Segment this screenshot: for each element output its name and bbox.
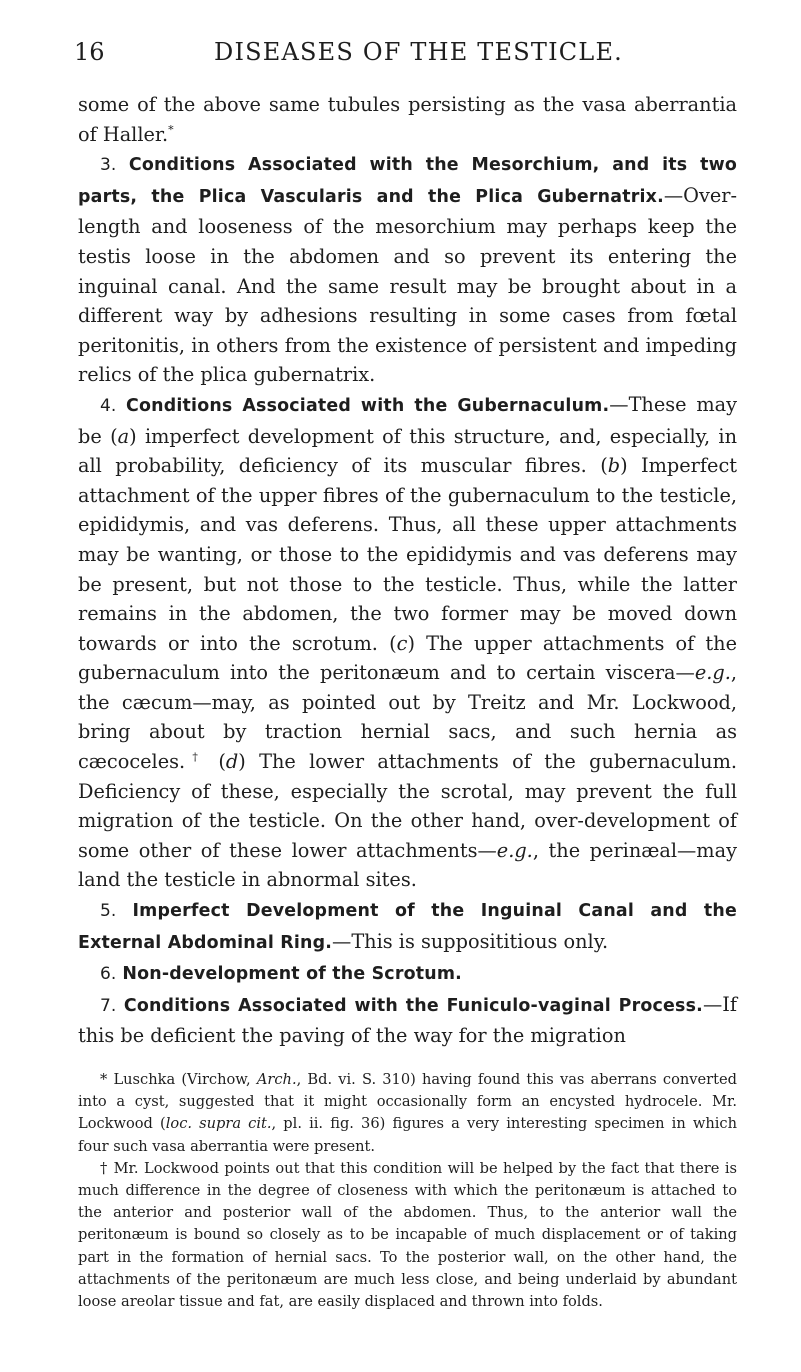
section-heading: Conditions Associated with the Funiculo-vaginal Process. — [123, 995, 703, 1016]
section-heading: Conditions Associated with the Gubernaculum. — [126, 395, 610, 416]
footnote-text: , pl. ii. fig. 36) figures a very interesting specimen in which four such vasa aberrantia were present. — [78, 1115, 737, 1155]
section-7 — [78, 990, 737, 1051]
page-number: 16 — [74, 38, 105, 66]
footnote-mark: * — [100, 1071, 108, 1088]
section-4 — [78, 390, 737, 895]
footnote-ref-asterisk: * — [168, 123, 174, 137]
italic-citation: Arch. — [256, 1071, 297, 1088]
footnote-text: Luschka (Virchow, — [107, 1071, 257, 1088]
section-5 — [78, 895, 737, 958]
section-text: ) imperfect development of this structure, and, especially, in all probability, deficiency of its muscular fibres. ( — [78, 424, 738, 478]
footnote-2 — [78, 1158, 737, 1313]
running-title: DISEASES OF THE TESTICLE. — [214, 38, 623, 66]
italic-abbrev: e.g. — [694, 661, 731, 685]
section-text: ) The lower attachments of the gubernaculum. Deficiency of these, especially the scrotal, may prevent the full migration of the testicle. On the other hand, over-development of some other of these lower attachments— — [78, 750, 737, 862]
section-number: 7. — [100, 995, 117, 1016]
section-number: 6. — [100, 964, 117, 985]
paragraph-continuation — [78, 90, 737, 149]
item-letter: b — [607, 454, 621, 478]
section-number: 4. — [100, 395, 117, 416]
footnote-text: Mr. Lockwood points out that this condition will be helped by the fact that there is much difference in the degree of closeness with which the peritonæum is attached to the anterior and posterior wall of the abdomen. Thus, to the anterior wall the peritonæum is bound so closely as to be incapable of much displacement or of taking part in the formation of hernial sacs. To the posterior wall, on the other hand, the attachments of the peritonæum are much less close, and being underlaid by abundant loose areolar tissue and fat, are easily displaced and thrown into folds. — [78, 1159, 737, 1311]
section-text: —This is supposititious only. — [332, 929, 609, 953]
footnote-1 — [78, 1069, 737, 1158]
footnote-ref-dagger: † — [185, 750, 206, 764]
item-letter: a — [117, 424, 130, 448]
section-text: —If this be deficient the paving of the way for the migration — [78, 992, 737, 1048]
section-text: ) The upper attachments of the gubernaculum into the peritonæum and to certain viscera— — [78, 631, 737, 685]
section-text: ( — [205, 750, 226, 774]
footnotes — [78, 1069, 737, 1313]
section-text: ) Imperfect attachment of the upper fibres of the gubernaculum to the testicle, epididymis, and vas deferens. Thus, all these upper attachments may be wanting, or those to the epididymis and vas deferens may be present, but not those to the testicle. Thus, while the latter remains in the abdomen, the two former may be moved down towards or into the scrotum. ( — [78, 454, 737, 655]
section-number: 3. — [100, 155, 117, 176]
section-heading: Imperfect Development of the Inguinal Canal and the External Abdominal Ring. — [78, 901, 737, 953]
item-letter: c — [396, 631, 408, 655]
item-letter: d — [225, 750, 239, 774]
section-6 — [78, 958, 737, 990]
section-3 — [78, 149, 737, 390]
footnote-text: , Bd. vi. S. 310) having found this vas aberrans converted into a cyst, suggested that it might occasionally form an encysted hydrocele. Mr. Lockwood ( — [78, 1071, 737, 1133]
section-text: —Over-length and looseness of the mesorchium may perhaps keep the testis loose in the abdomen and so prevent its entering the inguinal canal. And the same result may be brought about in a different way by adhesions resulting in some cases from fœtal peritonitis, in others from the existence of persistent and impeding relics of the plica gubernatrix. — [78, 183, 737, 387]
section-heading: Conditions Associated with the Mesorchium, and its two parts, the Plica Vascularis and the Plica Gubernatrix. — [78, 155, 738, 207]
section-text: —These may be ( — [78, 392, 737, 448]
section-text: , the cæcum—may, as pointed out by Treitz and Mr. Lockwood, bring about by traction hernial sacs, and such hernia as cæcoceles. — [78, 661, 737, 774]
footnote-mark: † — [100, 1159, 109, 1177]
italic-abbrev: e.g. — [496, 838, 533, 862]
paragraph-text: some of the above same tubules persisting as the vasa aberrantia of Haller. — [78, 93, 737, 146]
italic-citation: loc. supra cit. — [165, 1115, 272, 1133]
main-text — [78, 90, 737, 1051]
section-text: , the perinæal—may land the testicle in abnormal sites. — [78, 838, 737, 892]
section-number: 5. — [100, 901, 117, 922]
section-heading: Non-development of the Scrotum. — [122, 964, 462, 985]
running-header — [74, 38, 737, 84]
